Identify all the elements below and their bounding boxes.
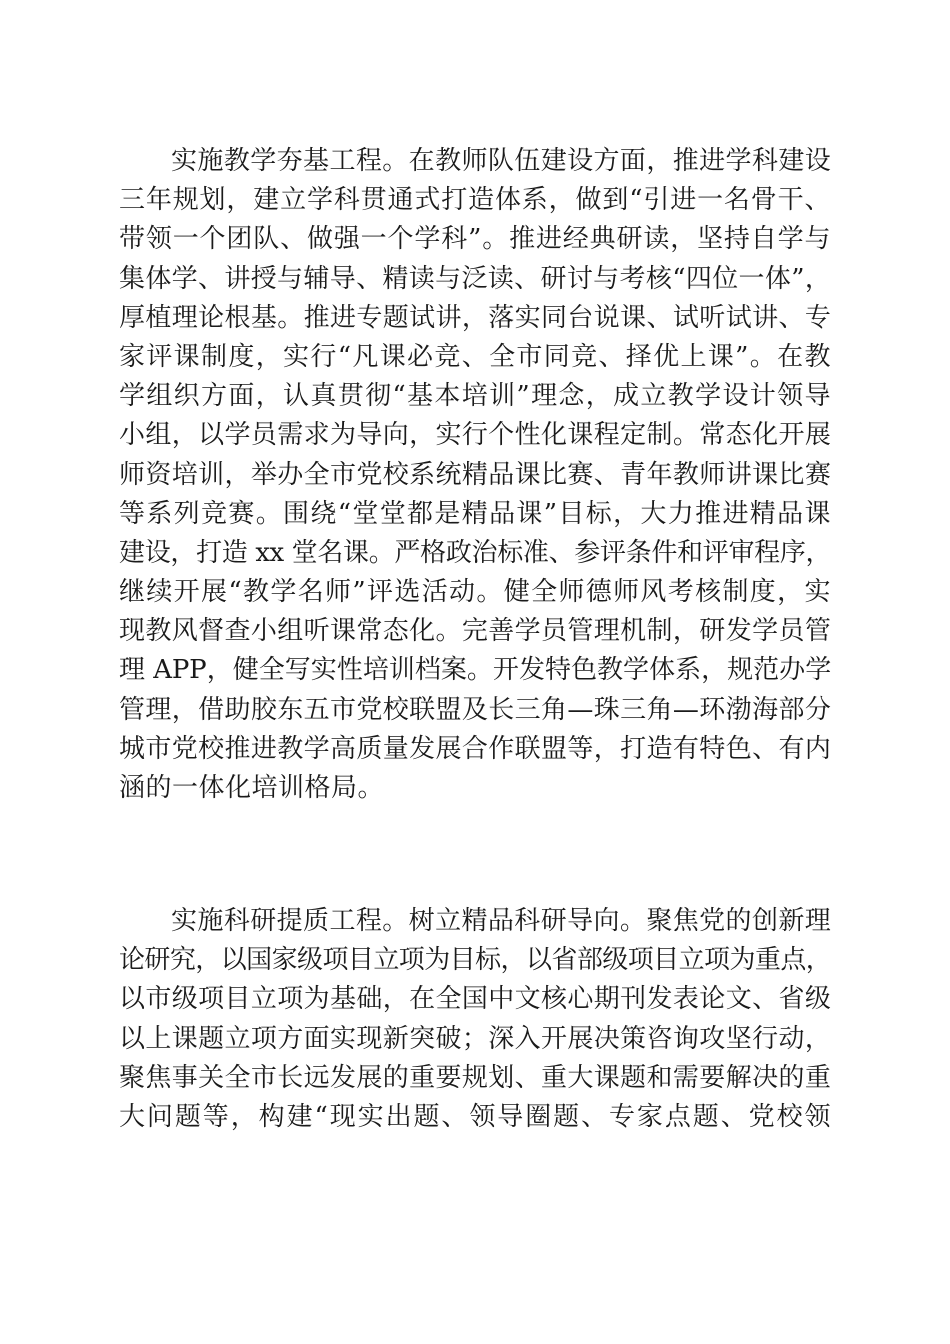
text-line: 三年规划，建立学科贯通式打造体系，做到“引进一名骨干、 bbox=[119, 185, 831, 216]
paragraph-teaching-project bbox=[119, 142, 831, 808]
text-line: 以市级项目立项为基础，在全国中文核心期刊发表论文、省级 bbox=[119, 984, 831, 1015]
text-line: 现教风督查小组听课常态化。完善学员管理机制，研发学员管 bbox=[119, 616, 831, 647]
text-line: 继续开展“教学名师”评选活动。健全师德师风考核制度，实 bbox=[119, 577, 831, 608]
text-line: 实施教学夯基工程。在教师队伍建设方面，推进学科建设 bbox=[171, 146, 831, 176]
text-line: 城市党校推进教学高质量发展合作联盟等，打造有特色、有内 bbox=[119, 733, 831, 764]
text-line: 等系列竞赛。围绕“堂堂都是精品课”目标，大力推进精品课 bbox=[119, 498, 831, 529]
text-line: 建设，打造 xx 堂名课。严格政治标准、参评条件和评审程序， bbox=[119, 537, 831, 568]
text-line: 厚植理论根基。推进专题试讲，落实同台说课、试听试讲、专 bbox=[119, 302, 831, 333]
text-line: 涵的一体化培训格局。 bbox=[119, 773, 385, 803]
text-line: 大问题等，构建“现实出题、领导圈题、专家点题、党校领 bbox=[119, 1101, 831, 1132]
text-line: 小组，以学员需求为导向，实行个性化课程定制。常态化开展 bbox=[119, 420, 831, 451]
text-line: 以上课题立项方面实现新突破；深入开展决策咨询攻坚行动， bbox=[119, 1023, 831, 1054]
text-line: 论研究，以国家级项目立项为目标，以省部级项目立项为重点， bbox=[119, 945, 831, 976]
text-line: 实施科研提质工程。树立精品科研导向。聚焦党的创新理 bbox=[171, 906, 831, 936]
text-line: 理 APP，健全写实性培训档案。开发特色教学体系，规范办学 bbox=[119, 655, 831, 686]
text-line: 带领一个团队、做强一个学科”。推进经典研读，坚持自学与 bbox=[119, 224, 831, 255]
text-line: 集体学、讲授与辅导、精读与泛读、研讨与考核“四位一体”， bbox=[119, 263, 831, 294]
text-line: 聚焦事关全市长远发展的重要规划、重大课题和需要解决的重 bbox=[119, 1062, 831, 1093]
text-line: 学组织方面，认真贯彻“基本培训”理念，成立教学设计领导 bbox=[119, 381, 831, 412]
text-line: 师资培训，举办全市党校系统精品课比赛、青年教师讲课比赛 bbox=[119, 459, 831, 490]
paragraph-research-project bbox=[119, 902, 831, 1137]
text-line: 家评课制度，实行“凡课必竞、全市同竞、择优上课”。在教 bbox=[119, 341, 831, 372]
text-line: 管理，借助胶东五市党校联盟及长三角—珠三角—环渤海部分 bbox=[119, 694, 831, 725]
